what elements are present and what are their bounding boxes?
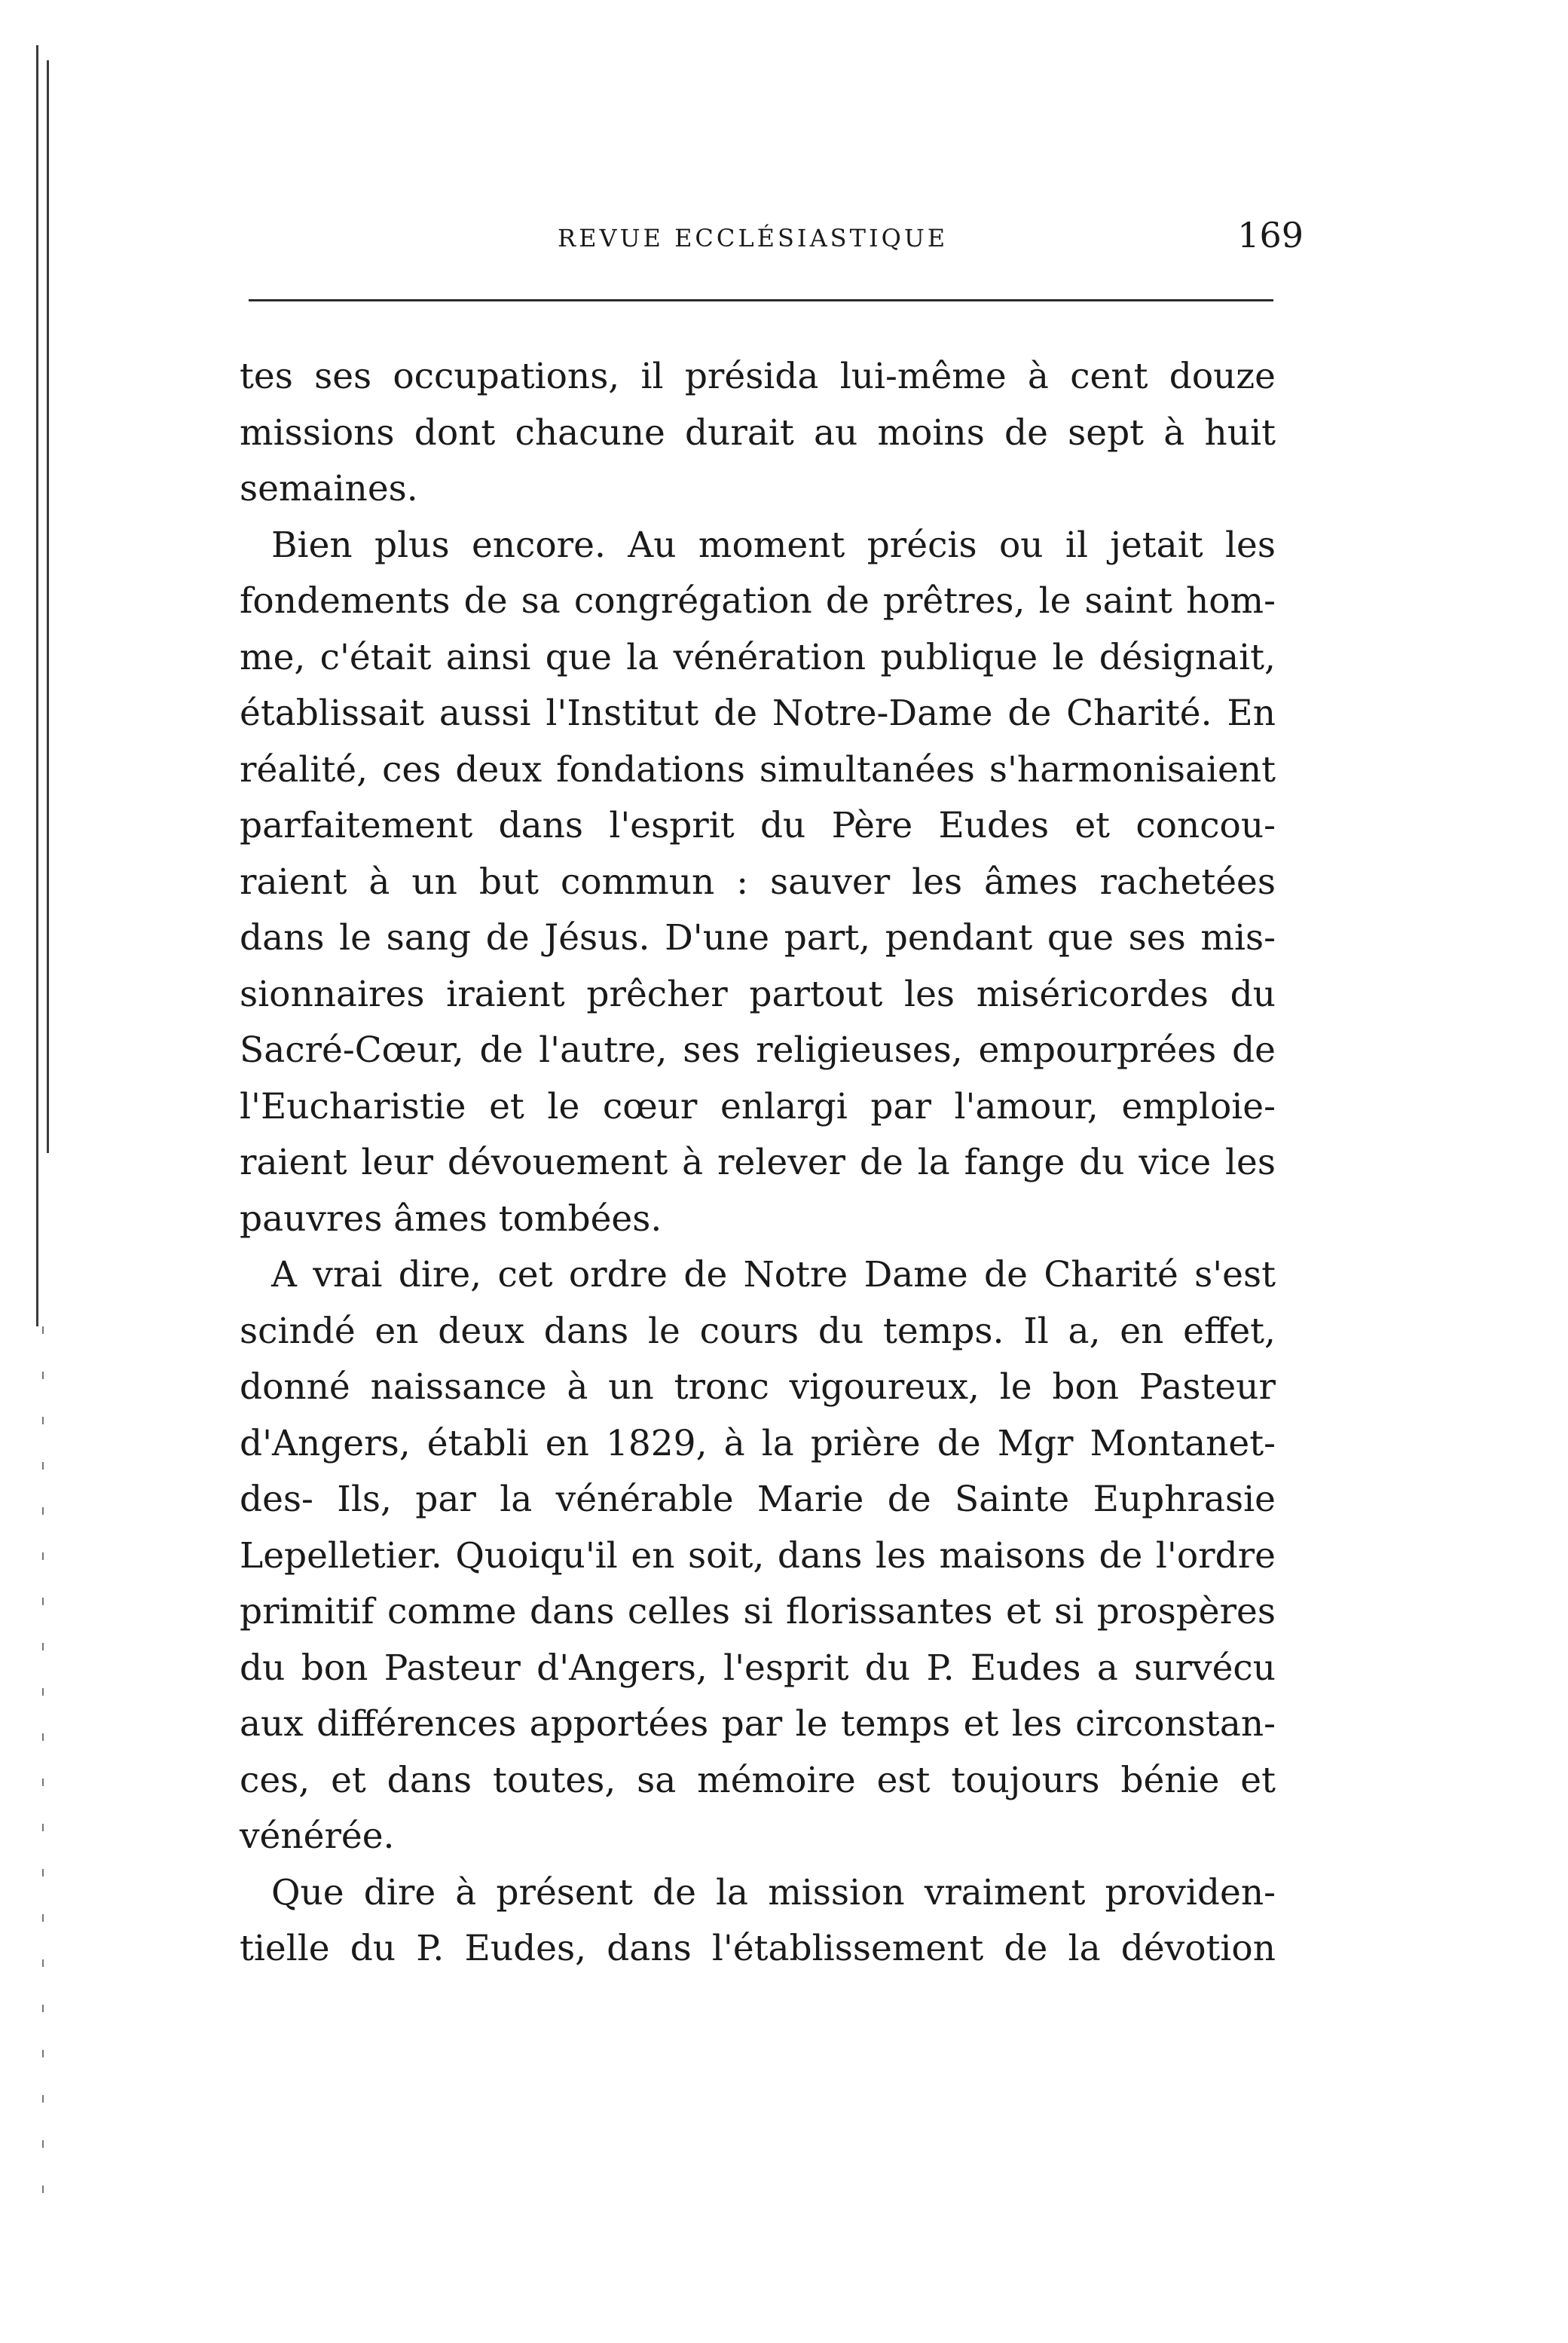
text-line: vénérée. <box>240 1815 395 1857</box>
text-line: sionnaires iraient prêcher partout les miséricordes du <box>240 973 1276 1015</box>
text-line: ces, et dans toutes, sa mémoire est toujours bénie et <box>240 1759 1276 1801</box>
text-line: tielle du P. Eudes, dans l'établissement de la dévotion <box>240 1928 1276 1969</box>
text-line: scindé en deux dans le cours du temps. Il a, en effet, <box>240 1310 1276 1352</box>
page-binding-edge <box>30 0 60 2343</box>
text-line: parfaitement dans l'esprit du Père Eudes et concou- <box>240 805 1276 846</box>
text-line: raient à un but commun : sauver les âmes rachetées <box>240 861 1276 903</box>
text-line: Bien plus encore. Au moment précis ou il jetait les <box>271 524 1276 566</box>
text-line: réalité, ces deux fondations simultanées s'harmonisaient <box>240 748 1276 791</box>
text-line: donné naissance à un tronc vigoureux, le bon Pasteur <box>240 1366 1276 1408</box>
text-line: dans le sang de Jésus. D'une part, pendant que ses mis- <box>240 917 1276 959</box>
text-line: pauvres âmes tombées. <box>240 1197 662 1240</box>
text-line: du bon Pasteur d'Angers, l'esprit du P. Eudes a survécu <box>240 1647 1276 1689</box>
text-line: me, c'était ainsi que la vénération publique le désignait, <box>240 636 1276 678</box>
binding-rule <box>36 45 38 1326</box>
text-line: A vrai dire, cet ordre de Notre Dame de Charité s'est <box>271 1254 1276 1295</box>
text-line: raient leur dévouement à relever de la fange du vice les <box>240 1142 1276 1183</box>
text-line: primitif comme dans celles si florissantes et si prospères <box>240 1591 1276 1632</box>
text-line: Sacré-Cœur, de l'autre, ses religieuses, empourprées de <box>240 1029 1276 1071</box>
text-line: des- Ils, par la vénérable Marie de Sainte Euphrasie <box>240 1479 1276 1520</box>
text-line: fondements de sa congrégation de prêtres, le saint hom- <box>240 580 1276 622</box>
page-header <box>241 215 1304 275</box>
text-line: établissait aussi l'Institut de Notre-Dame de Charité. En <box>240 693 1276 734</box>
text-line: l'Eucharistie et le cœur enlargi par l'amour, emploie- <box>240 1085 1276 1127</box>
text-line: tes ses occupations, il présida lui-même à cent douze <box>240 356 1276 397</box>
text-line: missions dont chacune durait au moins de sept à huit <box>240 411 1276 454</box>
text-line: d'Angers, établi en 1829, à la prière de Mgr Montanet- <box>240 1422 1276 1464</box>
body-text <box>240 349 1276 1977</box>
running-head: REVUE ECCLÉSIASTIQUE <box>558 224 949 252</box>
binding-rule <box>47 60 49 1153</box>
binding-dots <box>42 1326 44 2231</box>
text-line: Que dire à présent de la mission vraiment providen- <box>271 1871 1276 1913</box>
text-line: aux différences apportées par le temps et les circonstan- <box>240 1703 1276 1745</box>
header-rule <box>249 299 1273 301</box>
page-number: 169 <box>1237 215 1304 255</box>
text-line: Lepelletier. Quoiqu'il en soit, dans les maisons de l'ordre <box>240 1534 1276 1577</box>
text-line: semaines. <box>240 468 418 509</box>
